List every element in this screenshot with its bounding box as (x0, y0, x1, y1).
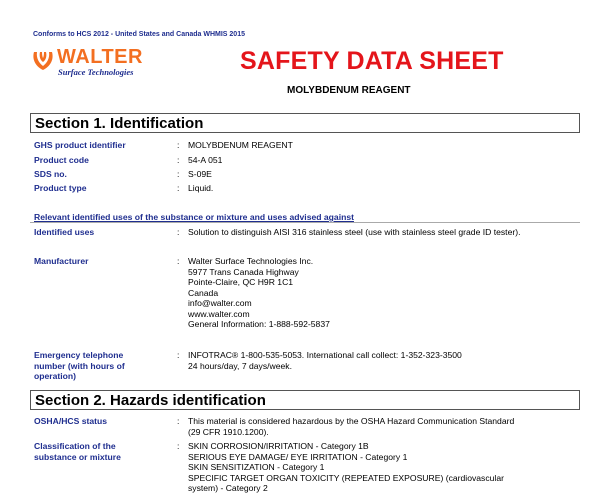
logo-tagline: Surface Technologies (58, 67, 134, 77)
classification-label-line: Classification of the (34, 441, 116, 451)
classification-line: SKIN SENSITIZATION - Category 1 (188, 462, 325, 472)
walter-logo-icon (31, 49, 55, 71)
section-1-heading: Section 1. Identification (30, 113, 580, 133)
manufacturer-details (188, 256, 588, 330)
emergency-telephone-value (188, 350, 588, 371)
colon: : (177, 140, 180, 150)
manufacturer-website[interactable]: www.walter.com (188, 308, 250, 319)
sds-no-value: S-09E (188, 169, 212, 179)
manufacturer-line: Canada (188, 287, 219, 298)
uses-subheading: Relevant identified uses of the substance or mixture and uses advised against (34, 212, 354, 222)
osha-line: (29 CFR 1910.1200). (188, 426, 269, 437)
colon: : (177, 416, 180, 426)
product-code-value: 54-A 051 (188, 155, 223, 165)
osha-status-value (188, 416, 588, 437)
identified-uses-label: Identified uses (34, 227, 95, 237)
colon: : (177, 227, 180, 237)
conformance-note: Conforms to HCS 2012 - United States and Canada WHMIS 2015 (33, 31, 245, 38)
manufacturer-line: 5977 Trans Canada Highway (188, 266, 299, 277)
ghs-identifier-label: GHS product identifier (34, 140, 126, 150)
logo-wordmark: WALTER (57, 46, 143, 68)
colon: : (177, 183, 180, 193)
sds-no-label: SDS no. (34, 169, 67, 179)
colon: : (177, 155, 180, 165)
manufacturer-line: General Information: 1-888-592-5837 (188, 319, 330, 329)
divider (30, 222, 580, 223)
osha-line: This material is considered hazardous by the OSHA Hazard Communication Standard (188, 416, 515, 426)
product-code-label: Product code (34, 155, 89, 165)
colon: : (177, 350, 180, 360)
colon: : (177, 169, 180, 179)
emergency-label-line: operation) (34, 371, 77, 381)
classification-line: SERIOUS EYE DAMAGE/ EYE IRRITATION - Category 1 (188, 451, 408, 462)
osha-status-label: OSHA/HCS status (34, 416, 108, 426)
manufacturer-email[interactable]: info@walter.com (188, 298, 252, 308)
document-title: SAFETY DATA SHEET (240, 47, 504, 75)
manufacturer-label: Manufacturer (34, 256, 89, 266)
walter-logo (31, 47, 161, 79)
product-type-value: Liquid. (188, 183, 214, 193)
product-type-label: Product type (34, 183, 87, 193)
section-2-heading: Section 2. Hazards identification (30, 390, 580, 410)
manufacturer-line: Pointe-Claire, QC H9R 1C1 (188, 277, 294, 287)
emergency-label-line: number (with hours of (34, 360, 125, 371)
identified-uses-value: Solution to distinguish AISI 316 stainless steel (use with stainless steel grade ID tester). (188, 227, 521, 237)
emergency-telephone-label (34, 350, 169, 382)
colon: : (177, 256, 180, 266)
product-name: MOLYBDENUM REAGENT (287, 85, 411, 96)
emergency-label-line: Emergency telephone (34, 350, 124, 360)
emergency-line: INFOTRAC® 1-800-535-5053. International call collect: 1-352-323-3500 (188, 350, 462, 360)
emergency-line: 24 hours/day, 7 days/week. (188, 360, 292, 371)
classification-value (188, 441, 588, 494)
classification-line: SKIN CORROSION/IRRITATION - Category 1B (188, 441, 369, 451)
ghs-identifier-value: MOLYBDENUM REAGENT (188, 140, 293, 150)
classification-label (34, 441, 169, 462)
classification-line: system) - Category 2 (188, 483, 268, 493)
classification-line: SPECIFIC TARGET ORGAN TOXICITY (REPEATED EXPOSURE) (cardiovascular (188, 472, 504, 483)
manufacturer-line: Walter Surface Technologies Inc. (188, 256, 314, 266)
classification-label-line: substance or mixture (34, 451, 121, 462)
colon: : (177, 441, 180, 451)
